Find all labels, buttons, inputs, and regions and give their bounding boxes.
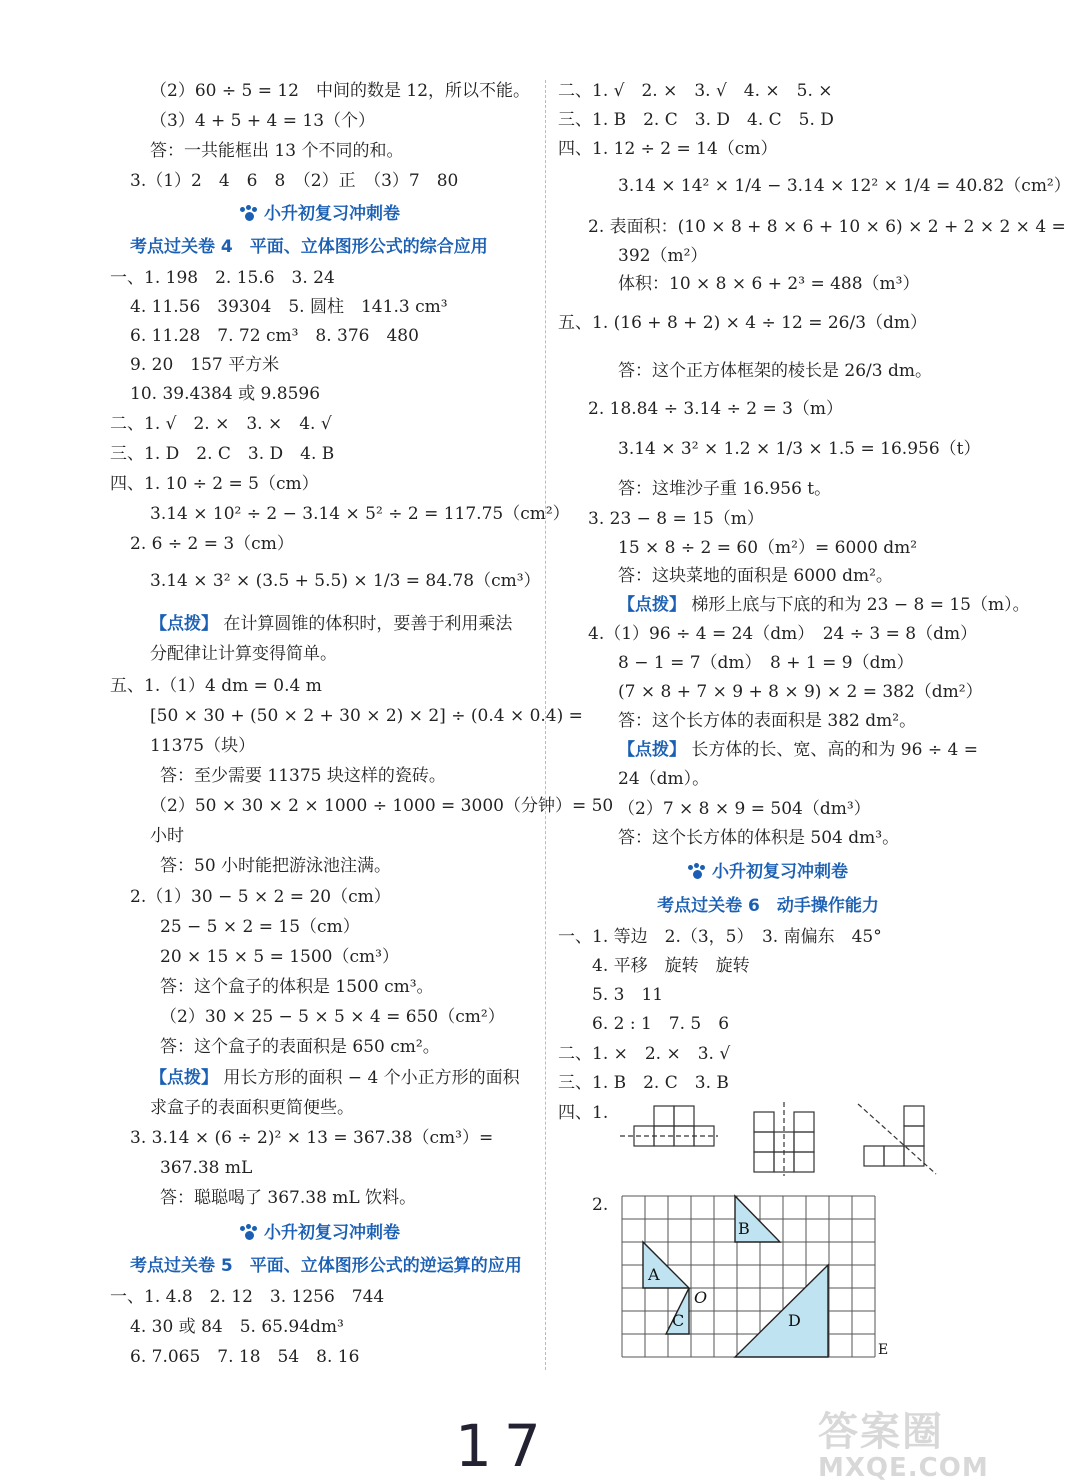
answer-line: 5. 3 11 — [592, 985, 664, 1005]
grid-label-e: E — [878, 1342, 889, 1358]
answer-line: 答：一共能框出 13 个不同的和。 — [150, 141, 404, 161]
answer-line: 四、1. — [558, 1103, 609, 1123]
answer-line: 答：这个盒子的体积是 1500 cm³。 — [160, 977, 434, 997]
formula-line: 3.14 × 3² × (3.5 + 5.5) × 1/3 = 84.78（cm³） — [150, 571, 541, 591]
answer-line: （2）50 × 30 × 2 × 1000 ÷ 1000 = 3000（分钟）= 50 — [150, 796, 614, 816]
section-banner — [130, 203, 510, 225]
watermark-top: 答案圈 — [818, 1409, 944, 1455]
answer-line: 25 − 5 × 2 = 15（cm） — [160, 917, 360, 937]
answer-line: （2）30 × 25 − 5 × 5 × 4 = 650（cm²） — [160, 1007, 505, 1027]
answer-line: 20 × 15 × 5 = 1500（cm³） — [160, 947, 399, 967]
tip-line — [618, 594, 1030, 616]
answer-line: 3. 3.14 × (6 ÷ 2)² × 13 = 367.38（cm³）= — [130, 1128, 494, 1148]
answer-line: 五、1.（1）4 dm = 0.4 m — [110, 676, 322, 696]
answer-line: 9. 20 157 平方米 — [130, 355, 280, 375]
section-heading: 考点过关卷 5 平面、立体图形公式的逆运算的应用 — [130, 1256, 522, 1276]
tip-line: 分配律让计算变得简单。 — [150, 644, 337, 664]
formula-line: 3.14 × 14² × 1/4 − 3.14 × 12² × 1/4 = 40.82（cm²） — [618, 176, 1071, 196]
banner-title: 小升初复习冲刺卷 — [264, 1223, 400, 1243]
paw-icon — [240, 1224, 258, 1240]
tip-line: 求盒子的表面积更简便些。 — [150, 1098, 354, 1118]
answer-line: 二、1. √ 2. × 3. × 4. √ — [110, 414, 332, 434]
answer-line: 体积：10 × 8 × 6 + 2³ = 488（m³） — [618, 274, 920, 294]
answer-line: 2. — [592, 1195, 609, 1215]
answer-line: （3）4 + 5 + 4 = 13（个） — [150, 111, 376, 131]
grid-label-a: A — [648, 1265, 660, 1284]
tip-line — [150, 613, 512, 635]
paw-icon — [688, 863, 706, 879]
tip-line — [618, 739, 978, 761]
answer-line: 10. 39.4384 或 9.8596 — [130, 384, 321, 404]
answer-line: 4. 30 或 84 5. 65.94dm³ — [130, 1317, 344, 1337]
answer-line: 三、1. B 2. C 3. D 4. C 5. D — [558, 110, 834, 130]
answer-line: 2. 表面积：(10 × 8 + 8 × 6 + 10 × 6) × 2 + 2 × 2 × 4 = — [588, 217, 1066, 237]
answer-line: 15 × 8 ÷ 2 = 60（m²）= 6000 dm² — [618, 538, 918, 558]
answer-line: 2. 6 ÷ 2 = 3（cm） — [130, 534, 294, 554]
tip-text: 梯形上底与下底的和为 23 − 8 = 15（m）。 — [691, 595, 1030, 615]
tip-text: 在计算圆锥的体积时，要善于利用乘法 — [223, 614, 513, 634]
answer-line: 二、1. √ 2. × 3. √ 4. × 5. × — [558, 81, 833, 101]
column-divider — [545, 80, 546, 1370]
answer-line: 2.（1）30 − 5 × 2 = 20（cm） — [130, 887, 391, 907]
net-figure-2 — [754, 1102, 814, 1176]
answer-line: 四、1. 10 ÷ 2 = 5（cm） — [110, 474, 319, 494]
answer-line: 答：聪聪喝了 367.38 mL 饮料。 — [160, 1188, 417, 1208]
answer-line: 4.（1）96 ÷ 4 = 24（dm） 24 ÷ 3 = 8（dm） — [588, 624, 978, 644]
answer-line: 一、1. 等边 2.（3，5） 3. 南偏东 45° — [558, 927, 882, 947]
answer-line: 367.38 mL — [160, 1158, 253, 1178]
handwritten-page-number: 17 — [455, 1412, 553, 1480]
answer-line: 答：这个盒子的表面积是 650 cm²。 — [160, 1037, 440, 1057]
answer-line: 答：这块菜地的面积是 6000 dm²。 — [618, 566, 893, 586]
paw-icon — [240, 205, 258, 221]
section-banner — [130, 1222, 510, 1244]
answer-line: （2）7 × 8 × 9 = 504（dm³） — [618, 799, 871, 819]
grid-label-b: B — [738, 1219, 750, 1238]
tip-label: 【点拨】 — [150, 1068, 218, 1088]
grid-label-d: D — [788, 1311, 801, 1330]
tip-line — [150, 1067, 520, 1089]
answer-line: 小时 — [150, 826, 184, 846]
answer-line: 3. 23 − 8 = 15（m） — [588, 509, 764, 529]
answer-line: 392（m²） — [618, 246, 708, 266]
section-heading: 考点过关卷 4 平面、立体图形公式的综合应用 — [130, 237, 488, 257]
answer-line: 8 − 1 = 7（dm） 8 + 1 = 9（dm） — [618, 653, 914, 673]
answer-line: 四、1. 12 ÷ 2 = 14（cm） — [558, 139, 778, 159]
answer-line: 五、1. (16 + 8 + 2) × 4 ÷ 12 = 26/3（dm） — [558, 313, 928, 333]
answer-line: 三、1. D 2. C 3. D 4. B — [110, 444, 335, 464]
answer-line: 一、1. 198 2. 15.6 3. 24 — [110, 268, 335, 288]
answer-line: 三、1. B 2. C 3. B — [558, 1073, 729, 1093]
tip-text: 用长方形的面积 − 4 个小正方形的面积 — [223, 1068, 520, 1088]
net-figure-1 — [620, 1106, 718, 1146]
section-banner — [558, 861, 978, 883]
tip-line: 24（dm）。 — [618, 769, 710, 789]
answer-line: 一、1. 4.8 2. 12 3. 1256 744 — [110, 1287, 385, 1307]
banner-title: 小升初复习冲刺卷 — [264, 204, 400, 224]
answer-line: 答：至少需要 11375 块这样的瓷砖。 — [160, 766, 446, 786]
answer-line: 6. 7.065 7. 18 54 8. 16 — [130, 1347, 360, 1367]
watermark-bottom: MXQE.COM — [818, 1453, 989, 1483]
grid-label-c: C — [672, 1311, 685, 1330]
answer-line: 4. 平移 旋转 旋转 — [592, 956, 750, 976]
answer-line: 答：这个长方体的表面积是 382 dm²。 — [618, 711, 917, 731]
answer-line: 6. 11.28 7. 72 cm³ 8. 376 480 — [130, 326, 419, 346]
watermark — [818, 1410, 989, 1482]
formula-line: 3.14 × 10² ÷ 2 − 3.14 × 5² ÷ 2 = 117.75（cm²） — [150, 504, 570, 524]
net-figure-3 — [858, 1104, 936, 1174]
formula-line: [50 × 30 + (50 × 2 + 30 × 2) × 2] ÷ (0.4 × 0.4) = — [150, 706, 583, 726]
answer-line: 答：这个长方体的体积是 504 dm³。 — [618, 828, 900, 848]
answer-line: 答：这堆沙子重 16.956 t。 — [618, 479, 832, 499]
tip-label: 【点拨】 — [150, 614, 218, 634]
answer-line: 3.（1）2 4 6 8 （2）正 （3）7 80 — [130, 171, 459, 191]
section-heading: 考点过关卷 6 动手操作能力 — [657, 896, 879, 916]
answer-line: 4. 11.56 39304 5. 圆柱 141.3 cm³ — [130, 297, 448, 317]
banner-title: 小升初复习冲刺卷 — [712, 862, 848, 882]
tip-text: 长方体的长、宽、高的和为 96 ÷ 4 = — [691, 740, 978, 760]
grid-label-o: O — [694, 1288, 708, 1307]
grid-figure — [620, 1194, 900, 1362]
answer-line: 11375（块） — [150, 736, 256, 756]
answer-line: 6. 2 : 1 7. 5 6 — [592, 1014, 730, 1034]
answer-line: （2）60 ÷ 5 = 12 中间的数是 12，所以不能。 — [150, 81, 531, 101]
net-figures — [618, 1100, 948, 1176]
formula-line: 3.14 × 3² × 1.2 × 1/3 × 1.5 = 16.956（t） — [618, 439, 981, 459]
answer-line: 2. 18.84 ÷ 3.14 ÷ 2 = 3（m） — [588, 399, 844, 419]
tip-label: 【点拨】 — [618, 595, 686, 615]
answer-line: 答：这个正方体框架的棱长是 26/3 dm。 — [618, 361, 932, 381]
answer-line: 答：50 小时能把游泳池注满。 — [160, 856, 392, 876]
answer-line: 二、1. × 2. × 3. √ — [558, 1044, 731, 1064]
answer-line: (7 × 8 + 7 × 9 + 8 × 9) × 2 = 382（dm²） — [618, 682, 983, 702]
tip-label: 【点拨】 — [618, 740, 686, 760]
